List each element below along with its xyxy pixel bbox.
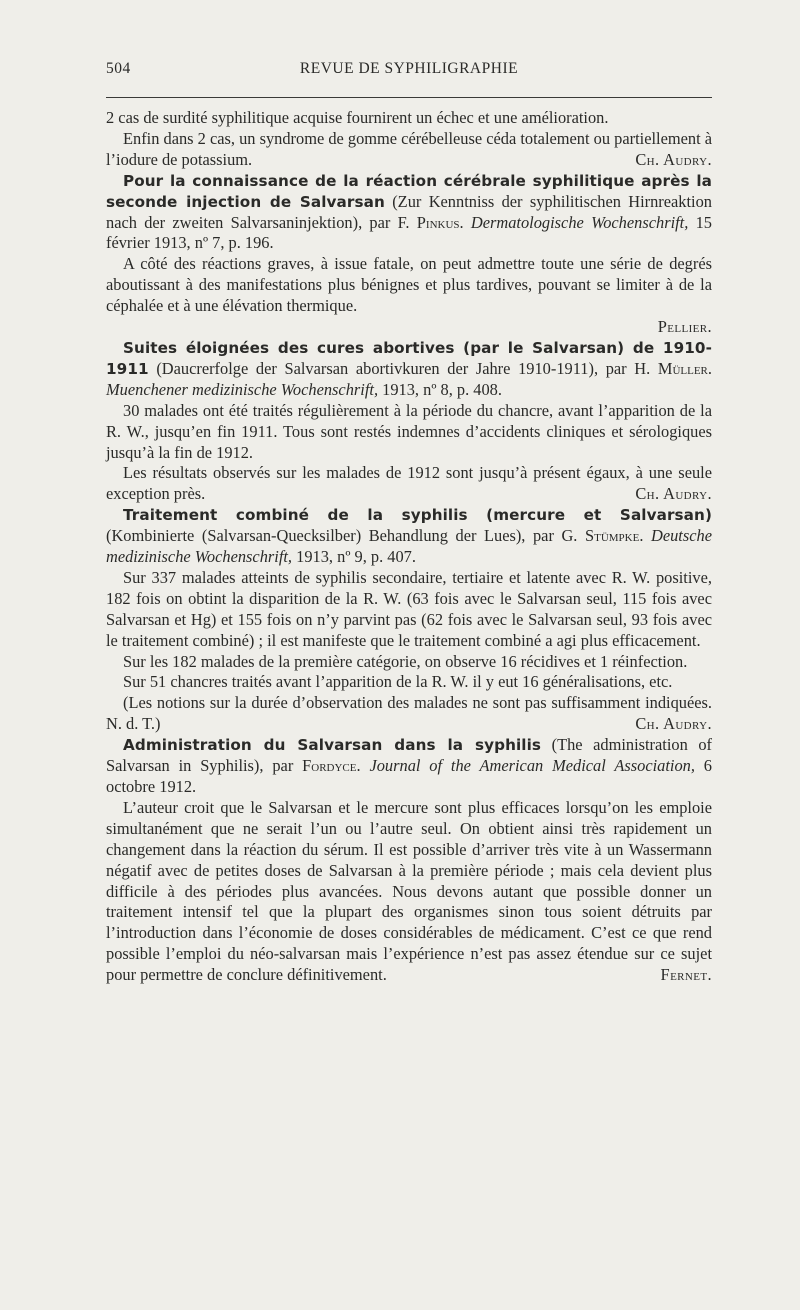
article-title: Pour la connaissance de la réaction cérébrale syphilitique après la seconde injection de Salvarsan — [106, 171, 712, 211]
running-header — [106, 60, 712, 90]
paragraph: Sur 337 malades atteints de syphilis secondaire, tertiaire et latente avec R. W. positive, 182 fois on obtint la disparition de la R. W. (63 fois avec le Salvarsan seul, 115 fois avec Salvarsan et Hg) et 155 fois on n’y parvint pas (62 fois avec le Salvarsan seul, 93 fois avec le traitement combiné) ; il est manifeste que le traitement combiné a agi plus efficacement. — [106, 567, 712, 650]
article-reference: . — [356, 756, 370, 776]
header-rule — [106, 97, 712, 98]
article-heading-paragraph — [106, 735, 712, 798]
paragraph-text: L’auteur croit que le Salvarsan et le mercure sont plus efficaces lorsqu’on les emploie simultanément que ne serait l’un ou l’autre seul. On obtient ainsi très rapidement un changement dans la réaction du sérum. Il est possible d’arriver très vite à un Wassermann négatif avec de petites doses de Salvarsan à la première période ; mais cela devient plus difficile à des périodes plus avancées. Nous devons autant que possible donner un traitement intensif tel que la plupart des organismes sinon tous soient détruits par l’introduction dans l’économie de doses considérables de médicament. C’est ce que rend possible l’emploi du néo-salvarsan mais l’expérience n’est pas assez étendue sur ce sujet pour permettre de conclure définitivement. — [106, 797, 712, 985]
journal-name: Dermatologische Wochenschrift, — [470, 212, 689, 232]
article-reference: 1913, nº 9, p. 407. — [292, 547, 416, 567]
article-reference: 1913, nº 8, p. 408. — [378, 379, 502, 399]
paragraph: 30 malades ont été traités régulièrement à la période du chancre, avant l’apparition de la R. W., jusqu’en fin 1911. Tous sont restés indemnes d’accidents cliniques et sérologiques jusqu’à la fin de 1912. — [106, 400, 712, 462]
article-reference: 15 février 1913, nº 7, p. 196. — [106, 212, 712, 253]
article-reference: (Kombinierte (Salvarsan-Quecksilber) Behandlung der Lues), par G. — [106, 526, 585, 546]
paragraph-text: Les résultats observés sur les malades de 1912 sont jusqu’à présent égaux, à une seule exception près. — [106, 463, 712, 504]
signature: Pellier. — [657, 317, 712, 337]
signature: Ch. Audry. — [635, 484, 712, 504]
journal-name: Journal of the American Medical Association, — [369, 756, 695, 776]
page-body — [106, 108, 712, 986]
article-reference: (The administration of Salvarsan in Syphilis), par — [106, 735, 712, 776]
signature: Ch. Audry. — [635, 149, 712, 169]
article-reference: . — [639, 526, 651, 546]
signature: Fernet. — [660, 965, 712, 985]
article-reference: 6 octobre 1912. — [106, 756, 712, 796]
article-author: Pinkus — [416, 212, 460, 232]
article-heading-paragraph — [106, 338, 712, 401]
paragraph-text: (Les notions sur la durée d’observation des malades ne sont pas suffisamment indiquées. N. d. T.) — [106, 693, 712, 734]
article-reference: (Zur Kenntniss der syphilitischen Hirnreaktion nach der zweiten Salvarsaninjektion), par F. — [106, 191, 712, 232]
article-title: Administration du Salvarsan dans la syphilis — [123, 736, 542, 755]
article-author: Stümpke — [584, 526, 640, 546]
article-heading-paragraph — [106, 505, 712, 568]
article-author: Müller — [657, 358, 708, 378]
page-number: 504 — [106, 60, 131, 77]
journal-name: Deutsche medizinische Wochenschrift, — [106, 526, 712, 567]
paragraph — [106, 798, 712, 986]
paragraph-text: Enfin dans 2 cas, un syndrome de gomme cérébelleuse céda totalement ou partiellement à l’iodure de potassium. — [106, 128, 712, 169]
article-title: Traitement combiné de la syphilis (mercure et Salvarsan) — [123, 506, 712, 525]
paragraph: 2 cas de surdité syphilitique acquise fournirent un échec et une amélioration. — [106, 108, 609, 127]
article-reference: (Daucrerfolge der Salvarsan abortivkuren der Jahre 1910-1911), par H. — [148, 358, 658, 378]
article-reference: . — [707, 358, 712, 378]
article-title: Suites éloignées des cures abortives (par le Salvarsan) de 1910-1911 — [106, 338, 712, 378]
paragraph — [106, 463, 712, 505]
article-author: Fordyce — [302, 756, 357, 776]
running-title: REVUE DE SYPHILIGRAPHIE — [299, 60, 519, 77]
paragraph — [106, 693, 712, 735]
article-reference: . — [459, 212, 471, 232]
paragraph: Sur 51 chancres traités avant l’apparition de la R. W. il y eut 16 généralisations, etc. — [123, 672, 673, 692]
article-heading-paragraph — [106, 171, 712, 255]
signature: Ch. Audry. — [635, 714, 712, 734]
journal-name: Muenchener medizinische Wochenschrift, — [106, 379, 379, 399]
paragraph: Sur les 182 malades de la première catégorie, on observe 16 récidives et 1 réinfection. — [123, 651, 688, 671]
paragraph: A côté des réactions graves, à issue fatale, on peut admettre toute une série de degrés aboutissant à des manifestations plus bénignes et plus tardives, pouvant se limiter à de la céphalée et à une élévation thermique. — [106, 254, 712, 316]
paragraph — [106, 129, 712, 171]
